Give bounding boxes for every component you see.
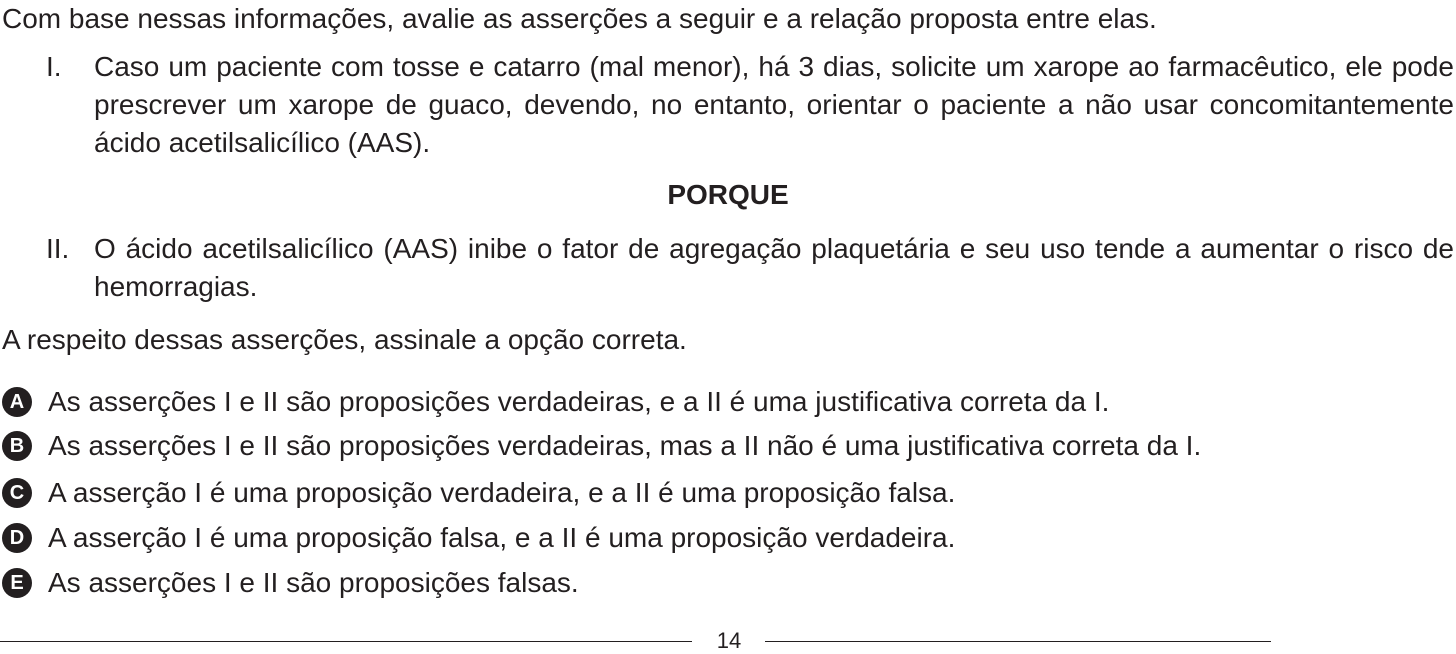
option-c-letter-badge: C [2,478,32,508]
question-text: A respeito dessas asserções, assinale a opção correta. [2,324,687,355]
option-c-text: A asserção I é uma proposição verdadeira, e a II é uma proposição falsa. [48,477,956,508]
option-c[interactable] [2,474,955,512]
option-d-text: A asserção I é uma proposição falsa, e a II é uma proposição verdadeira. [48,522,956,553]
option-d[interactable] [2,519,955,557]
footer-rule-left [0,641,692,642]
option-e-text: As asserções I e II são proposições falsas. [48,567,579,598]
page-number: 14 [716,628,742,653]
assertion-2-text: O ácido acetilsalicílico (AAS) inibe o fator de agregação plaquetária e seu uso tende a aumentar o risco de hemorragias. [94,233,1454,302]
option-b-letter-badge: B [2,431,32,461]
footer-rule-right [765,641,1271,642]
option-a-text: As asserções I e II são proposições verdadeiras, e a II é uma justificativa correta da I. [48,386,1110,417]
option-e[interactable] [2,564,579,602]
option-a[interactable] [2,383,1109,421]
assertion-2-number: II. [46,233,70,264]
option-d-letter-badge: D [2,523,32,553]
intro-text: Com base nessas informações, avalie as asserções a seguir e a relação proposta entre elas. [2,3,1157,34]
assertion-1-number: I. [46,51,62,82]
option-a-letter-badge: A [2,387,32,417]
connector-porque: PORQUE [667,179,789,210]
option-b[interactable] [2,427,1201,465]
option-e-letter-badge: E [2,568,32,598]
assertion-1-text: Caso um paciente com tosse e catarro (mal menor), há 3 dias, solicite um xarope ao farmacêutico, ele pode prescrever um xarope de guaco, devendo, no entanto, orientar o paciente a não usar concomitantemente ácido acetilsalicílico (AAS). [94,51,1454,158]
option-b-text: As asserções I e II são proposições verdadeiras, mas a II não é uma justificativa correta da I. [48,430,1202,461]
